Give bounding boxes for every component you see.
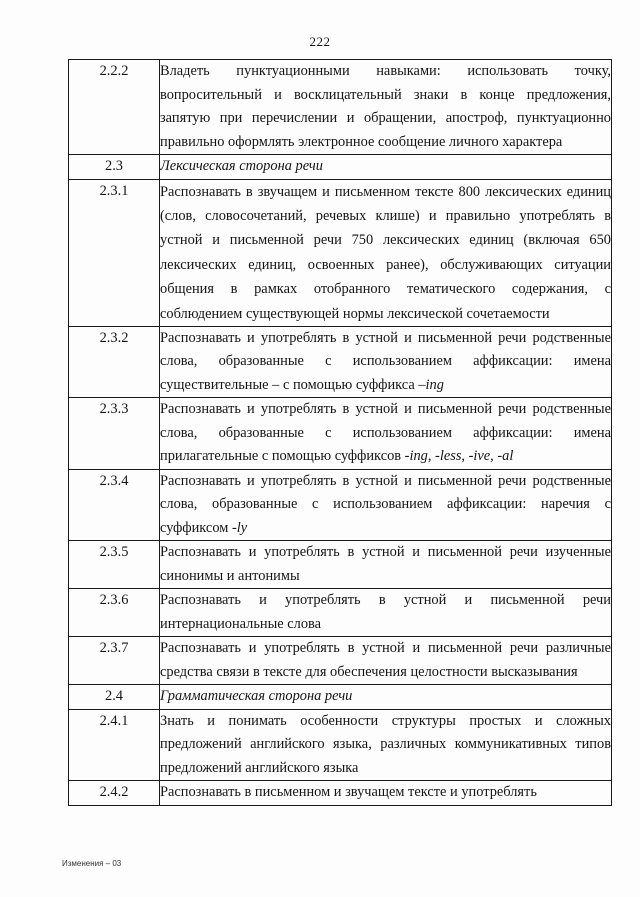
table-row <box>69 179 612 326</box>
row-text-main: Распознавать и употреблять в устной и письменной речи родственные слова, образованные с использованием аффиксации: имена прилагательные с помощью суффиксов <box>160 401 611 465</box>
row-number: 2.2.2 <box>69 60 160 155</box>
row-text: Владеть пунктуационными навыками: использовать точку, вопросительный и восклицательный знаки в конце предложения, запятую при перечислении и обращении, апостроф, пунктуационно правильно оформлять электронное сообщение личного характера <box>160 60 612 155</box>
row-text: Распознавать и употреблять в устной и письменной речи изученные синонимы и антонимы <box>160 541 612 589</box>
table-row <box>69 469 612 541</box>
row-text <box>160 398 612 470</box>
table-row <box>69 709 612 781</box>
row-number: 2.3.3 <box>69 398 160 470</box>
section-heading: Грамматическая сторона речи <box>160 685 612 710</box>
table-row <box>69 781 612 806</box>
row-text <box>160 326 612 398</box>
row-text: Распознавать в письменном и звучащем тексте и употреблять <box>160 781 612 806</box>
suffix-text: -ing, -less, -ive, -al <box>404 448 514 465</box>
page-number: 222 <box>309 34 331 49</box>
row-number: 2.3.4 <box>69 469 160 541</box>
row-number: 2.3.6 <box>69 589 160 637</box>
table-row <box>69 589 612 637</box>
table-row <box>69 155 612 180</box>
row-number: 2.4.1 <box>69 709 160 781</box>
table-row <box>69 541 612 589</box>
row-number: 2.3.5 <box>69 541 160 589</box>
table-row <box>69 685 612 710</box>
table-row <box>69 398 612 470</box>
row-text: Знать и понимать особенности структуры простых и сложных предложений английского языка, различных коммуникативных типов предложений английского языка <box>160 709 612 781</box>
row-text <box>160 469 612 541</box>
table-row <box>69 326 612 398</box>
row-text: Распознавать в звучащем и письменном тексте 800 лексических единиц (слов, словосочетаний, речевых клише) и правильно употреблять в устной и письменной речи 750 лексических единиц (включая 650 лексических единиц, освоенных ранее), обслуживающих ситуации общения в рамках отобранного тематического содержания, с соблюдением существующей нормы лексической сочетаемости <box>160 179 612 326</box>
suffix-text: –ing <box>418 376 444 393</box>
footer-revision: Изменения – 03 <box>62 859 122 868</box>
row-text: Распознавать и употреблять в устной и письменной речи различные средства связи в тексте для обеспечения целостности высказывания <box>160 637 612 685</box>
row-text-main: Распознавать и употреблять в устной и письменной речи родственные слова, образованные с использованием аффиксации: имена существительные – с помощью суффикса <box>160 329 611 393</box>
row-number: 2.4.2 <box>69 781 160 806</box>
table-row <box>69 637 612 685</box>
suffix-text: -ly <box>231 519 248 536</box>
table-row <box>69 60 612 155</box>
row-text-main: Распознавать и употреблять в устной и письменной речи родственные слова, образованные с использованием аффиксации: наречия с суффиксом <box>160 472 611 536</box>
row-number: 2.3.1 <box>69 179 160 326</box>
section-number: 2.4 <box>69 685 160 710</box>
row-text: Распознавать и употреблять в устной и письменной речи интернациональные слова <box>160 589 612 637</box>
requirements-table <box>68 59 612 806</box>
section-heading: Лексическая сторона речи <box>160 155 612 180</box>
row-number: 2.3.7 <box>69 637 160 685</box>
row-number: 2.3.2 <box>69 326 160 398</box>
section-number: 2.3 <box>69 155 160 180</box>
